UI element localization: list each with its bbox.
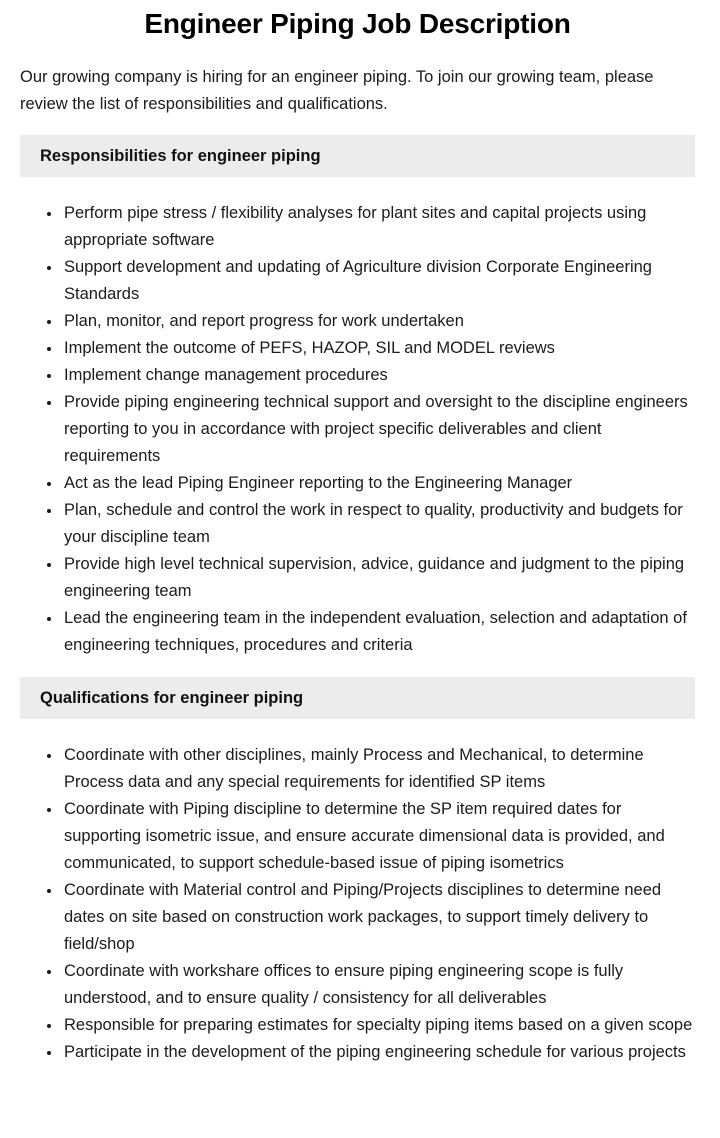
- qualification-item: • Coordinate with Piping discipline to determine the SP item required dates for supporting isometric issue, and ensure accurate dimensional data is provided, and communicated, to support schedule-based issue of piping isometrics: [62, 796, 695, 877]
- qualification-item: • Coordinate with workshare offices to ensure piping engineering scope is fully understood, and to ensure quality / consistency for all deliverables: [62, 958, 695, 1012]
- responsibility-item: • Lead the engineering team in the independent evaluation, selection and adaptation of engineering techniques, procedures and criteria: [62, 605, 695, 659]
- responsibility-item: • Implement the outcome of PEFS, HAZOP, SIL and MODEL reviews: [62, 335, 695, 362]
- responsibility-item: • Perform pipe stress / flexibility analyses for plant sites and capital projects using appropriate software: [62, 200, 695, 254]
- qualifications-section: [20, 677, 695, 1066]
- responsibility-item: • Plan, monitor, and report progress for work undertaken: [62, 308, 695, 335]
- qualification-item: • Participate in the development of the piping engineering schedule for various projects: [62, 1039, 695, 1066]
- page-title: Engineer Piping Job Description: [144, 8, 571, 39]
- responsibility-item: • Plan, schedule and control the work in respect to quality, productivity and budgets for your discipline team: [62, 497, 695, 551]
- qualifications-list: [20, 742, 695, 1066]
- responsibilities-list: [20, 200, 695, 659]
- responsibility-item: • Support development and updating of Agriculture division Corporate Engineering Standards: [62, 254, 695, 308]
- qualification-item: • Coordinate with other disciplines, mainly Process and Mechanical, to determine Process data and any special requirements for identified SP items: [62, 742, 695, 796]
- responsibility-item: • Implement change management procedures: [62, 362, 695, 389]
- responsibility-item: • Provide high level technical supervision, advice, guidance and judgment to the piping engineering team: [62, 551, 695, 605]
- responsibilities-section: [20, 135, 695, 659]
- responsibility-item: • Act as the lead Piping Engineer reporting to the Engineering Manager: [62, 470, 695, 497]
- qualification-item: • Coordinate with Material control and Piping/Projects disciplines to determine need dates on site based on construction work packages, to support timely delivery to field/shop: [62, 877, 695, 958]
- intro-paragraph: Our growing company is hiring for an engineer piping. To join our growing team, please review the list of responsibilities and qualifications.: [20, 68, 654, 113]
- qualification-item: • Responsible for preparing estimates for specialty piping items based on a given scope: [62, 1012, 695, 1039]
- responsibility-item: • Provide piping engineering technical support and oversight to the discipline engineers reporting to you in accordance with project specific deliverables and client requirements: [62, 389, 695, 470]
- qualifications-heading: Qualifications for engineer piping: [20, 677, 695, 719]
- responsibilities-heading: Responsibilities for engineer piping: [20, 135, 695, 177]
